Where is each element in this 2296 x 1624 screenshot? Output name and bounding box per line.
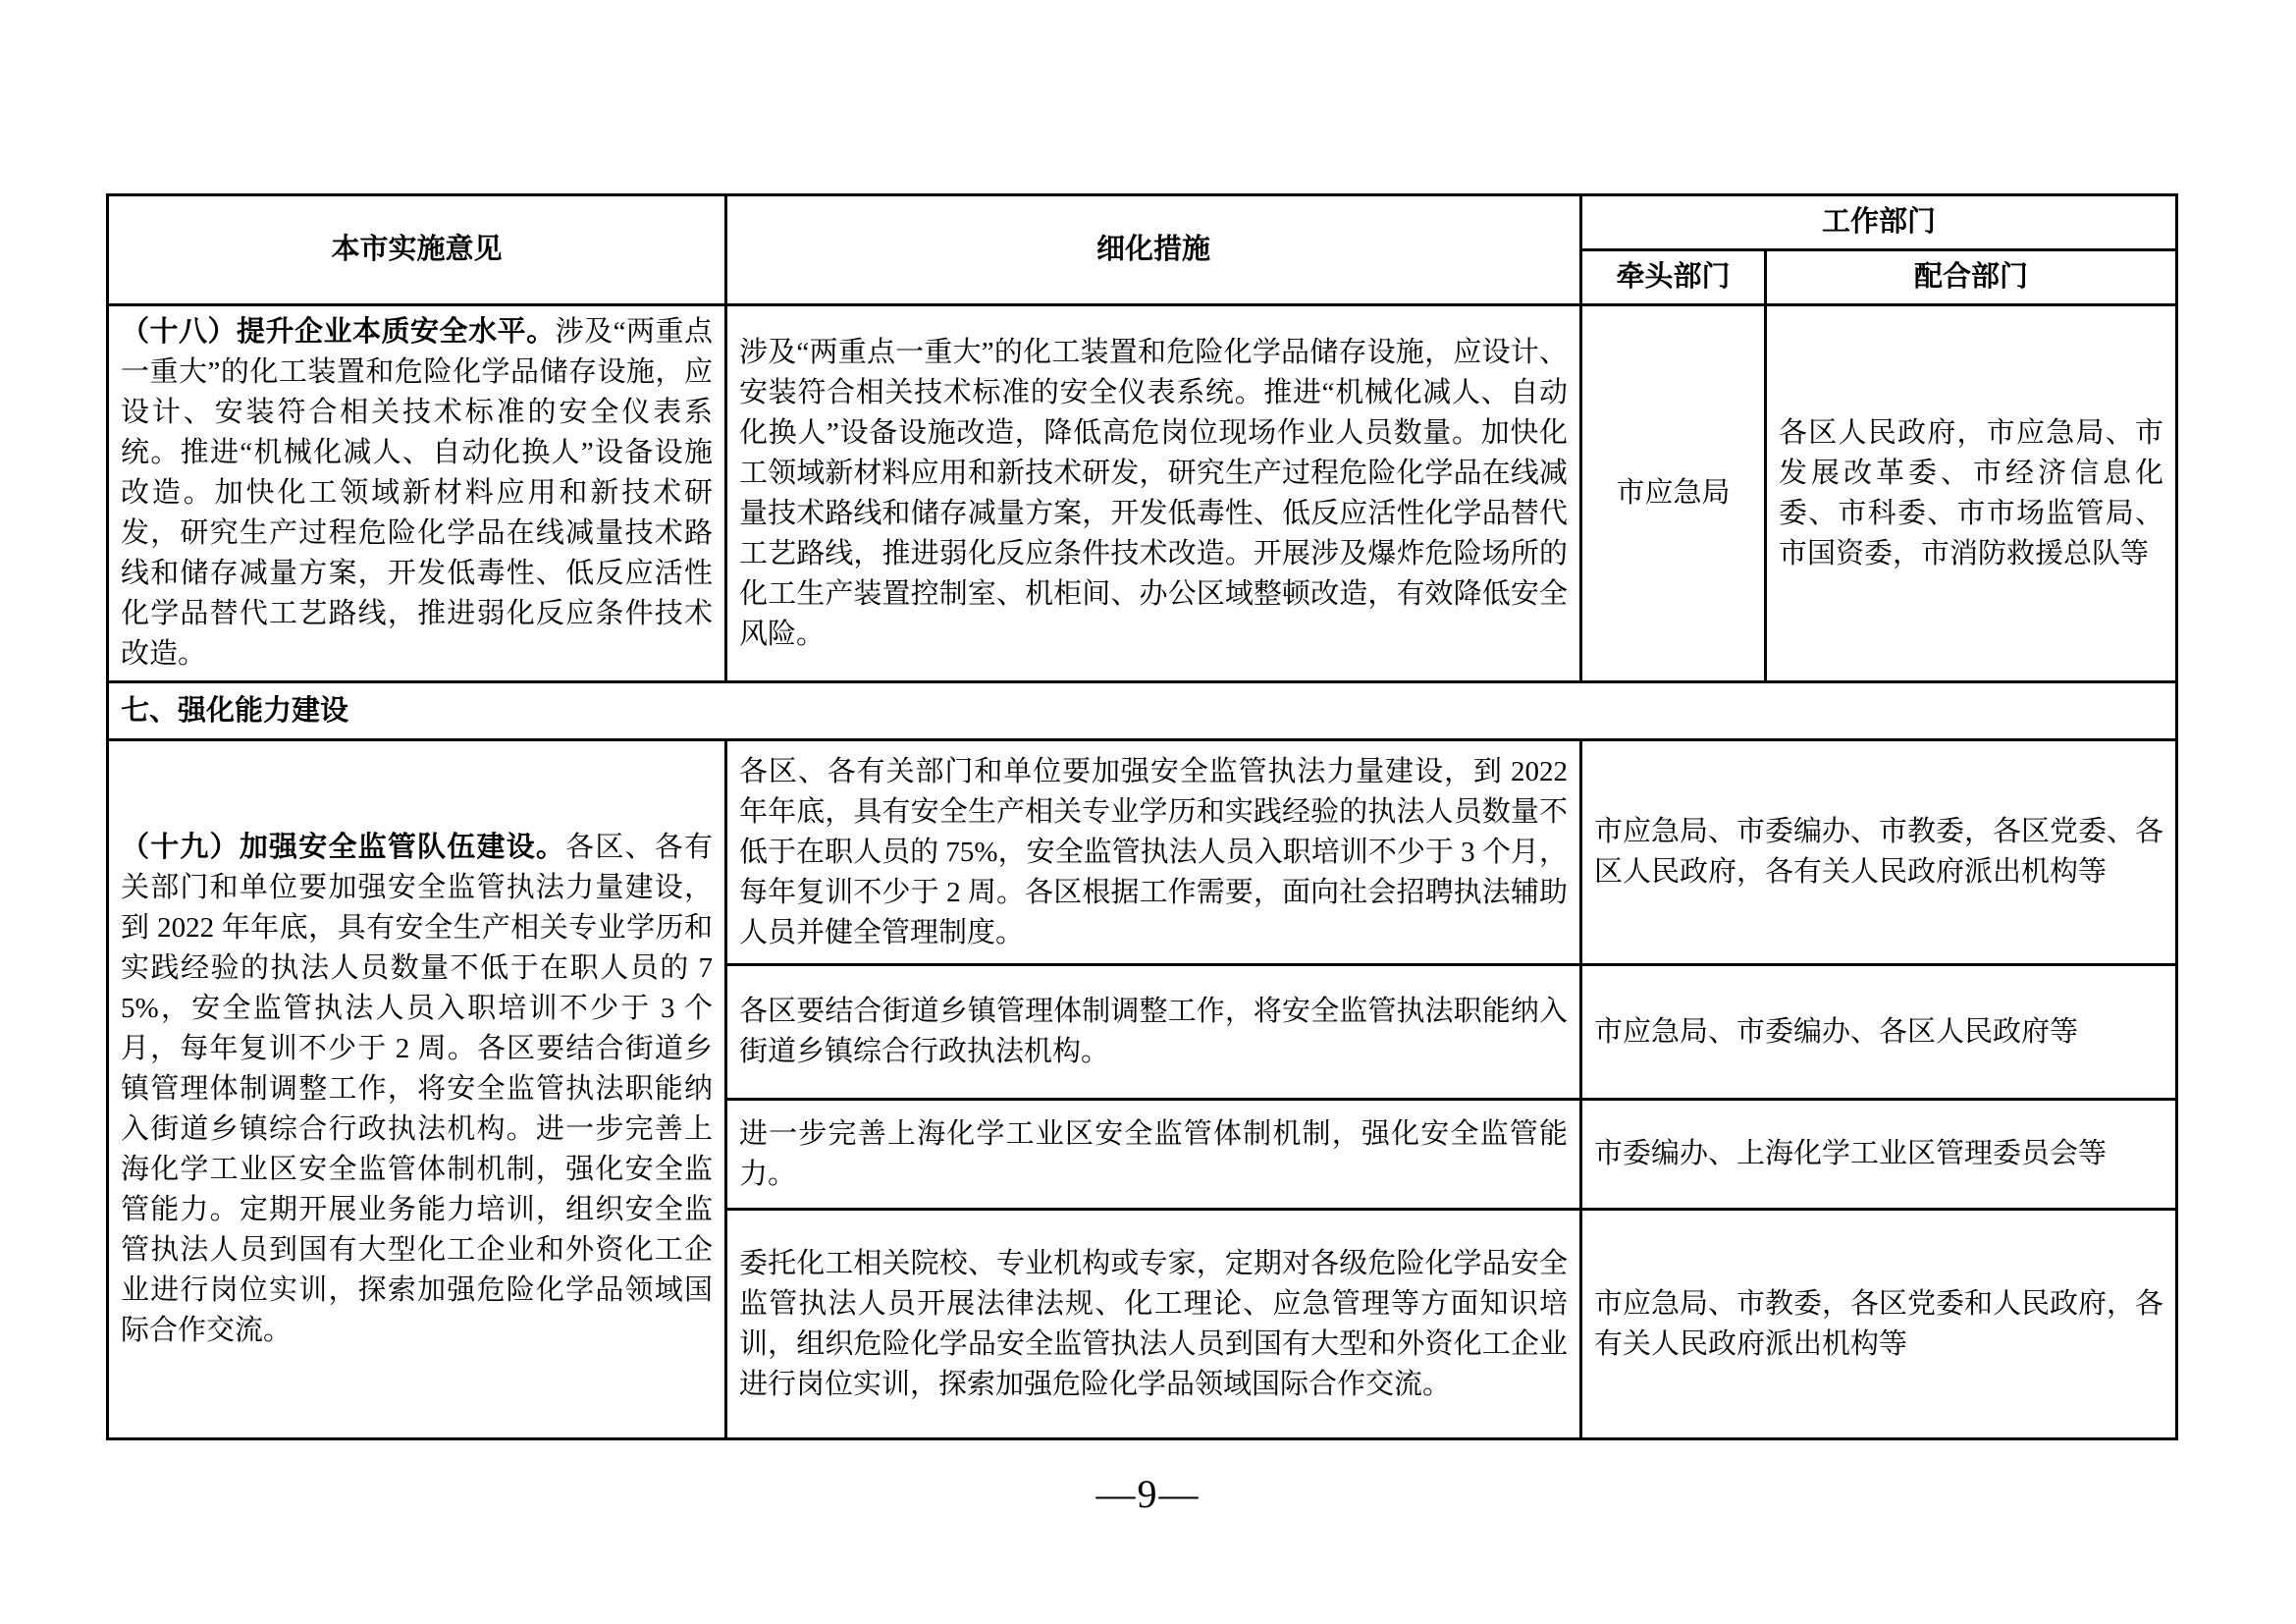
opinion-19-cell [108,740,726,1439]
header-lead-department: 牵头部门 [1581,250,1766,305]
departments-19-3-cell: 市委编办、上海化学工业区管理委员会等 [1581,1100,2177,1210]
departments-19-1-cell: 市应急局、市委编办、市教委，各区党委、各区人民政府，各有关人民政府派出机构等 [1581,740,2177,965]
header-measures-column: 细化措施 [726,195,1581,305]
opinion-18-cell [108,305,726,682]
measures-18-cell: 涉及“两重点一重大”的化工装置和危险化学品储存设施，应设计、安装符合相关技术标准的安全仪表系统。推进“机械化减人、自动化换人”设备设施改造，降低高危岗位现场作业人员数量。加快化工领域新材料应用和新技术研发，研究生产过程危险化学品在线减量技术路线和储存减量方案，开发低毒性、低反应活性化学品替代工艺路线，推进弱化反应条件技术改造。开展涉及爆炸危险场所的化工生产装置控制室、机柜间、办公区域整顿改造，有效降低安全风险。 [726,305,1581,682]
section-7-heading: 七、强化能力建设 [108,682,2177,740]
opinion-19-title: （十九）加强安全监管队伍建设。 [121,832,566,863]
measure-19-2-cell: 各区要结合街道乡镇管理体制调整工作，将安全监管执法职能纳入街道乡镇综合行政执法机构。 [726,965,1581,1100]
header-work-departments: 工作部门 [1581,195,2177,250]
implementation-table [106,193,2178,1440]
header-support-department: 配合部门 [1766,250,2177,305]
header-opinion-column: 本市实施意见 [108,195,726,305]
lead-department-18-cell: 市应急局 [1581,305,1766,682]
opinion-18-title: （十八）提升企业本质安全水平。 [121,316,556,348]
departments-19-2-cell: 市应急局、市委编办、各区人民政府等 [1581,965,2177,1100]
measure-19-1-cell: 各区、各有关部门和单位要加强安全监管执法力量建设，到 2022 年年底，具有安全生产相关专业学历和实践经验的执法人员数量不低于在职人员的 75%，安全监管执法人员入职培训不少于 3 个月，每年复训不少于 2 周。各区根据工作需要，面向社会招聘执法辅助人员并健全管理制度。 [726,740,1581,965]
measure-19-3-cell: 进一步完善上海化学工业区安全监管体制机制，强化安全监管能力。 [726,1100,1581,1210]
opinion-19-body: 各区、各有关部门和单位要加强安全监管执法力量建设，到 2022 年年底，具有安全生产相关专业学历和实践经验的执法人员数量不低于在职人员的 75%，安全监管执法人员入职培训不少于 3 个月，每年复训不少于 2 周。各区要结合街道乡镇管理体制调整工作，将安全监管执法职能纳入街道乡镇综合行政执法机构。进一步完善上海化学工业区安全监管体制机制，强化安全监管能力。定期开展业务能力培训，组织安全监管执法人员到国有大型化工企业和外资化工企业进行岗位实训，探索加强危险化学品领域国际合作交流。 [121,832,713,1346]
support-department-18-cell: 各区人民政府，市应急局、市发展改革委、市经济信息化委、市科委、市市场监管局、市国资委，市消防救援总队等 [1766,305,2177,682]
departments-19-4-cell: 市应急局、市教委，各区党委和人民政府，各有关人民政府派出机构等 [1581,1210,2177,1439]
measure-19-4-cell: 委托化工相关院校、专业机构或专家，定期对各级危险化学品安全监管执法人员开展法律法规、化工理论、应急管理等方面知识培训，组织危险化学品安全监管执法人员到国有大型和外资化工企业进行岗位实训，探索加强危险化学品领域国际合作交流。 [726,1210,1581,1439]
opinion-18-body: 涉及“两重点一重大”的化工装置和危险化学品储存设施，应设计、安装符合相关技术标准的安全仪表系统。推进“机械化减人、自动化换人”设备设施改造。加快化工领域新材料应用和新技术研发，研究生产过程危险化学品在线减量技术路线和储存减量方案，开发低毒性、低反应活性化学品替代工艺路线，推进弱化反应条件技术改造。 [121,316,713,670]
page-number: —9— [1095,1472,1201,1516]
